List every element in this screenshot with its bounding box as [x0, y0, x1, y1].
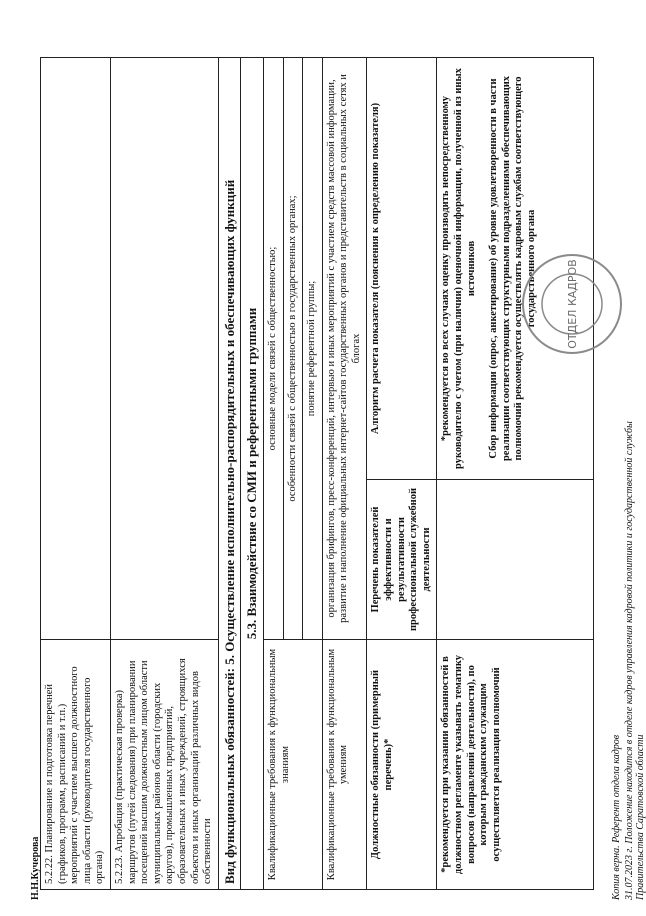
knowledge-item-2: особенности связей с общественностью в государственных органах;: [284, 58, 304, 639]
skills-row: [322, 58, 367, 890]
subsection-row: [241, 58, 264, 890]
knowledge-row: [263, 58, 322, 890]
section-row: [218, 58, 241, 890]
row-5222-left: 5.2.22. Планирование и подготовка перечней (графиков, программ, расписаний и т.п.) мероприятий с участием высшего должностного лица области (руководителя государственного органа): [41, 640, 111, 890]
knowledge-items: [263, 58, 322, 640]
table-row: [41, 58, 111, 890]
duties-col1-header: Должностные обязанности (примерный перечень)*: [367, 640, 437, 890]
knowledge-item-1: основные модели связей с общественностью;: [264, 58, 284, 639]
skills-text: организация брифингов, пресс-конференций, интервью и иных мероприятий с участием средств массовой информации, развитие и наполнение официальных интернет-сайтов государственных органов и представительств в социальных сетях и блогах: [322, 58, 367, 640]
duties-col3-header: Алгоритм расчета показателя (пояснения к определению показателя): [367, 58, 437, 480]
signer-name: Н.Н.Кучерова: [30, 836, 41, 900]
table-row: [110, 58, 218, 890]
duties-col2-header: Перечень показателей эффективности и результативности профессиональной служебной деятельности: [367, 480, 437, 640]
header-date-line: [624, 421, 646, 900]
row-5222-right: [41, 58, 111, 640]
header-date: 31.07.2023 г. Положение находится в отделе кадров управления кадровой политики и государственной службы: [624, 421, 635, 900]
duties-col3-note: *рекомендуется во всех случаях оценку производить непосредственному руководителю с учетом (при наличии) оценочной информации, полученной из иных источников: [440, 68, 477, 469]
knowledge-label: Квалификационные требования к функциональным знаниям: [263, 640, 322, 890]
skills-label: Квалификационные требования к функциональным умениям: [322, 640, 367, 890]
duties-header-row: [367, 58, 437, 890]
section-subtitle: 5.3. Взаимодействие со СМИ и референтными группами: [241, 58, 264, 890]
official-stamp: [520, 252, 624, 356]
competency-table: [40, 57, 594, 890]
section-title: Вид функциональных обязанностей: 5. Осуществление исполнительно-распорядительных и обеспечивающих функций: [218, 58, 241, 890]
duties-row: [437, 58, 594, 890]
knowledge-item-3: понятие референтной группы;: [306, 280, 318, 417]
header-certify: Копия верна. Референт отдела кадров: [611, 734, 622, 900]
header-org: Правительства Саратовской области: [635, 734, 646, 900]
duties-col3-text: Сбор информации (опрос, анкетирование) об уровне удовлетворенности в части реализации соответствующих структурными подразделениями обеспечивающих полномочий рекомендуется осуществлять кадровым службам соответствующего государственного органа: [488, 75, 537, 462]
row-5223-right: [110, 58, 218, 640]
stamp-text: ОТДЕЛ КАДРОВ: [566, 259, 579, 349]
duties-col2: [437, 480, 594, 640]
duties-col1-note: *рекомендуется при указании обязанностей в должностном регламенте указывать тематику вопросов (направлений деятельности), по которым гражданским служащим осуществляется реализация полномочий: [437, 640, 594, 890]
row-5223-left: 5.2.23. Апробация (практическая проверка) маршрутов (путей следования) при планировании посещений высшим должностным лицом области муниципальных районов области (городских округов), промышленных предприятий, образовательных и иных учреждений, строящихся объектов и иных организаций различных видов собственности: [110, 640, 218, 890]
